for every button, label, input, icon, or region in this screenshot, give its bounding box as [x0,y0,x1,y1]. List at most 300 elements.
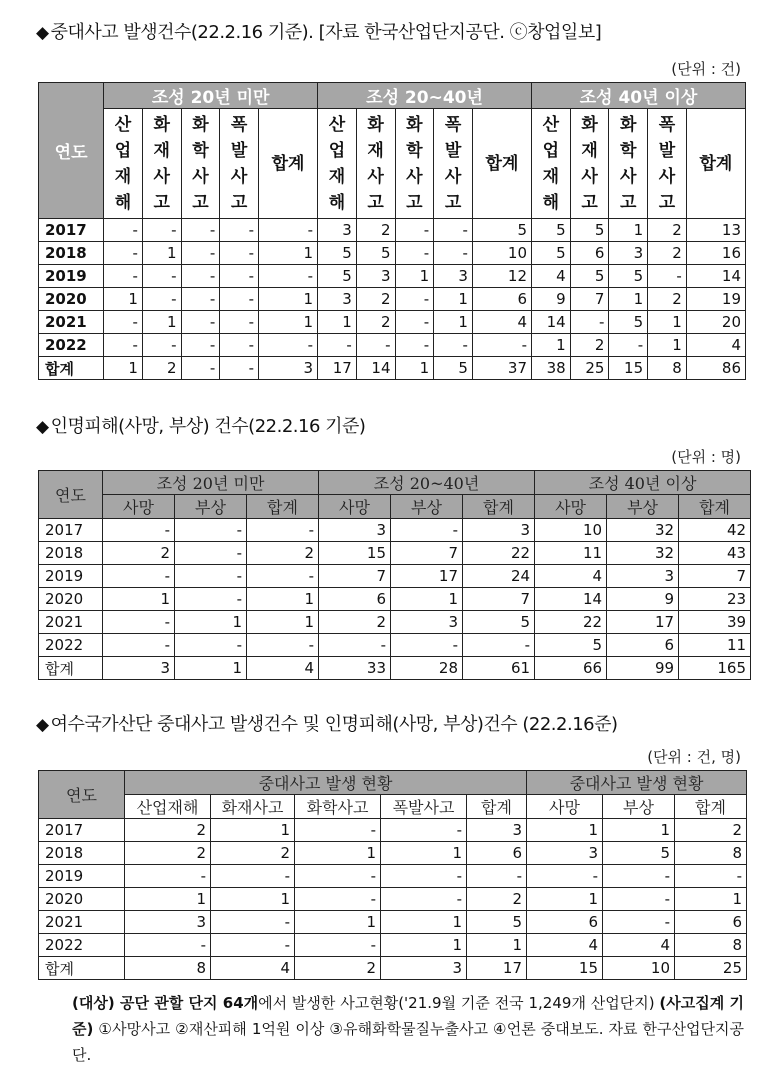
cell: - [258,219,317,242]
cell: 1 [381,842,467,865]
cell: 15 [609,357,648,380]
group-header: 조성 20년 미만 [104,83,318,109]
row-year: 합계 [39,657,103,680]
cell: 15 [319,542,391,565]
column-header-char: 업 [328,140,346,161]
row-year: 2017 [39,219,104,242]
row-year: 2020 [39,588,103,611]
cell: 5 [472,219,531,242]
table-row [39,519,751,542]
cell: 1 [434,288,473,311]
cell: 3 [258,357,317,380]
year-header: 연도 [39,771,125,819]
cell: - [142,219,181,242]
cell: 1 [609,288,648,311]
column-header [472,109,531,219]
column-header-char: 폭 [658,114,676,135]
column-header-char: 사 [620,166,637,187]
column-header [686,109,745,219]
cell: 61 [463,657,535,680]
column-header-char: 고 [658,192,676,213]
cell: 1 [395,357,434,380]
cell: - [175,588,247,611]
cell: 3 [356,265,395,288]
cell: 43 [679,542,751,565]
column-header-char: 고 [192,192,209,213]
cell: 1 [247,588,319,611]
cell: - [181,288,220,311]
column-header-char: 산 [328,114,346,135]
column-header [395,109,434,219]
cell: - [391,519,463,542]
cell: 3 [318,219,357,242]
column-header [356,109,395,219]
cell: 38 [532,357,571,380]
column-header-char: 폭 [444,114,462,135]
cell: - [175,565,247,588]
cell: 2 [356,288,395,311]
table-row [39,265,746,288]
cell: 165 [679,657,751,680]
cell: - [609,334,648,357]
table-row [39,634,751,657]
cell: 3 [391,611,463,634]
column-header: 사망 [527,795,603,819]
cell: - [391,634,463,657]
cell: 1 [527,888,603,911]
column-header [181,109,220,219]
table-row [39,957,747,980]
cell: - [463,634,535,657]
column-header: 합계 [675,795,747,819]
row-year: 2017 [39,519,103,542]
cell: 23 [679,588,751,611]
cell: 8 [675,934,747,957]
cell: 9 [607,588,679,611]
cell: - [295,888,381,911]
table-row [39,542,751,565]
cell: 6 [319,588,391,611]
cell: 7 [463,588,535,611]
cell: 3 [463,519,535,542]
cell: 14 [535,588,607,611]
cell: - [175,542,247,565]
cell: - [434,334,473,357]
cell: 99 [607,657,679,680]
cell: - [181,265,220,288]
cell: 32 [607,519,679,542]
cell: 8 [125,957,211,980]
cell: 37 [472,357,531,380]
cell: - [125,865,211,888]
section1-title-text: 중대사고 발생건수(22.2.16 기준). [자료 한국산업단지공단. ⓒ창업일보] [50,22,602,43]
cell: 2 [356,219,395,242]
column-header: 합계 [463,495,535,519]
cell: 1 [434,311,473,334]
cell: 1 [395,265,434,288]
cell: 2 [467,888,527,911]
footnote-text-1: 에서 발생한 사고현황('21.9월 기준 전국 1,249개 산업단지) [258,994,660,1012]
cell: - [181,357,220,380]
group-header: 조성 20~40년 [319,471,535,495]
cell: - [381,888,467,911]
cell: 1 [675,888,747,911]
cell: 24 [463,565,535,588]
table-row [39,657,751,680]
cell: - [434,219,473,242]
cell: - [295,934,381,957]
cell: 17 [391,565,463,588]
column-header-char: 화 [153,114,170,135]
cell: 6 [675,911,747,934]
footnote-target-label: (대상) 공단 관할 단지 64개 [72,994,259,1012]
cell: 14 [686,265,745,288]
cell: 12 [472,265,531,288]
column-header-char: 합계 [485,153,519,174]
column-header-char: 고 [406,192,423,213]
group-header: 중대사고 발생 현황 [125,771,527,795]
cell: 7 [319,565,391,588]
cell: 4 [472,311,531,334]
column-header-char: 산 [542,114,560,135]
cell: 6 [472,288,531,311]
cell: - [104,265,143,288]
cell: - [103,565,175,588]
cell: - [648,265,687,288]
cell: 3 [527,842,603,865]
cell: 5 [603,842,675,865]
row-year: 2020 [39,888,125,911]
cell: 4 [535,565,607,588]
cell: 1 [527,819,603,842]
cell: 1 [648,311,687,334]
cell: 11 [535,542,607,565]
column-header: 사망 [103,495,175,519]
cell: 2 [211,842,295,865]
column-header-char: 합계 [699,153,733,174]
cell: 4 [603,934,675,957]
column-header-char: 해 [114,192,132,213]
cell: 1 [381,934,467,957]
table-row [39,911,747,934]
year-header: 연도 [39,83,104,219]
cell: - [395,311,434,334]
column-header-char: 화 [367,114,384,135]
cell: - [395,288,434,311]
cell: 1 [125,888,211,911]
cell: 1 [211,888,295,911]
cell: - [395,242,434,265]
cell: - [258,265,317,288]
column-header [532,109,571,219]
column-header [648,109,687,219]
cell: - [103,519,175,542]
cell: - [181,242,220,265]
row-year: 2020 [39,288,104,311]
column-header-char: 사 [658,166,676,187]
cell: 15 [527,957,603,980]
group-header: 조성 40년 이상 [532,83,746,109]
cell: - [104,242,143,265]
column-header-char: 사 [581,166,598,187]
column-header [434,109,473,219]
column-header-char: 화 [620,114,637,135]
footnote-criteria-label: (사고집계 기준) [72,994,744,1038]
column-header-char: 고 [581,192,598,213]
group-header: 조성 40년 이상 [535,471,751,495]
cell: 17 [318,357,357,380]
diamond-bullet-icon: ◆ [36,715,49,735]
cell: 22 [463,542,535,565]
column-header-char: 업 [542,140,560,161]
column-header-char: 고 [367,192,384,213]
cell: 5 [570,219,609,242]
cell: 3 [103,657,175,680]
cell: - [247,634,319,657]
table-row [39,611,751,634]
cell: - [603,865,675,888]
table-row [39,865,747,888]
table-row [39,842,747,865]
column-header-char: 고 [620,192,637,213]
cell: 1 [381,911,467,934]
section2-title [36,412,365,438]
cell: 14 [356,357,395,380]
section3-title [36,710,618,736]
cell: 1 [648,334,687,357]
group-header: 조성 20년 미만 [103,471,319,495]
column-header-char: 재 [542,166,560,187]
year-header: 연도 [39,471,103,519]
cell: 2 [125,842,211,865]
cell: - [220,357,259,380]
column-header-char: 학 [620,140,637,161]
row-year: 2021 [39,911,125,934]
cell: 4 [527,934,603,957]
row-year: 2018 [39,242,104,265]
row-year: 2019 [39,265,104,288]
column-header: 부상 [175,495,247,519]
column-header: 부상 [607,495,679,519]
cell: 4 [532,265,571,288]
column-header-char: 사 [192,166,209,187]
cell: 25 [570,357,609,380]
cell: - [220,288,259,311]
cell: 10 [603,957,675,980]
table-row [39,888,747,911]
cell: - [175,519,247,542]
cell: - [395,219,434,242]
cell: - [381,865,467,888]
column-header [258,109,317,219]
table-row [39,934,747,957]
cell: 1 [318,311,357,334]
cell: - [103,611,175,634]
cell: - [381,819,467,842]
cell: - [103,634,175,657]
column-header-char: 재 [114,166,132,187]
group-header: 조성 20~40년 [318,83,532,109]
cell: 10 [472,242,531,265]
yeosu-accident-table [38,770,747,980]
column-header: 화학사고 [295,795,381,819]
cell: 3 [125,911,211,934]
column-header-char: 재 [581,140,598,161]
cell: 3 [434,265,473,288]
table-row [39,357,746,380]
table-row [39,288,746,311]
row-year: 2022 [39,334,104,357]
column-header-char: 사 [230,166,248,187]
table-row [39,588,751,611]
cell: - [220,242,259,265]
cell: - [295,865,381,888]
section3-unit: (단위 : 건, 명) [647,748,741,766]
cell: - [247,565,319,588]
cell: 66 [535,657,607,680]
cell: 3 [609,242,648,265]
cell: 1 [175,611,247,634]
column-header-char: 재 [367,140,384,161]
group-header: 중대사고 발생 현황 [527,771,747,795]
cell: 5 [535,634,607,657]
cell: - [472,334,531,357]
column-header [318,109,357,219]
cell: 13 [686,219,745,242]
cell: 4 [686,334,745,357]
column-header-char: 해 [542,192,560,213]
cell: 1 [104,288,143,311]
section1-title [36,18,601,44]
cell: 5 [467,911,527,934]
cell: 7 [570,288,609,311]
cell: 20 [686,311,745,334]
column-header-char: 고 [153,192,170,213]
column-header-char: 사 [406,166,423,187]
row-year: 합계 [39,957,125,980]
cell: - [395,334,434,357]
column-header: 폭발사고 [381,795,467,819]
column-header-char: 화 [581,114,598,135]
cell: 1 [258,288,317,311]
cell: 32 [607,542,679,565]
column-header-char: 사 [444,166,462,187]
column-header-char: 폭 [230,114,248,135]
cell: 9 [532,288,571,311]
column-header-char: 산 [114,114,132,135]
cell: 3 [381,957,467,980]
column-header: 합계 [679,495,751,519]
column-header-char: 발 [444,140,462,161]
row-year: 2019 [39,865,125,888]
cell: 1 [609,219,648,242]
cell: 42 [679,519,751,542]
cell: 25 [675,957,747,980]
cell: 1 [175,657,247,680]
cell: - [181,311,220,334]
row-year: 2021 [39,311,104,334]
cell: - [142,288,181,311]
cell: 3 [319,519,391,542]
cell: 6 [467,842,527,865]
cell: 5 [356,242,395,265]
cell: - [104,311,143,334]
row-year: 2019 [39,565,103,588]
cell: - [570,311,609,334]
column-header [104,109,143,219]
cell: - [125,934,211,957]
column-header: 화재사고 [211,795,295,819]
cell: 19 [686,288,745,311]
footnote-text-2: ①사망사고 ②재산피해 1억원 이상 ③유해화학물질누출사고 ④언론 중대보도. 자료 한구산업단지공단. [72,1020,744,1064]
column-header [220,109,259,219]
cell: 86 [686,357,745,380]
column-header-char: 해 [328,192,346,213]
table-row [39,565,751,588]
row-year: 2022 [39,634,103,657]
cell: 28 [391,657,463,680]
cell: 2 [142,357,181,380]
cell: - [220,265,259,288]
cell: 2 [648,219,687,242]
cell: 10 [535,519,607,542]
column-header: 합계 [247,495,319,519]
row-year: 2021 [39,611,103,634]
table-row [39,334,746,357]
cell: 6 [607,634,679,657]
column-header [609,109,648,219]
cell: - [142,334,181,357]
cell: 1 [104,357,143,380]
cell: - [434,242,473,265]
cell: 2 [675,819,747,842]
column-header: 부상 [391,495,463,519]
cell: - [220,311,259,334]
column-header [570,109,609,219]
cell: - [104,219,143,242]
column-header-char: 고 [230,192,248,213]
cell: - [603,911,675,934]
column-header-char: 화 [192,114,209,135]
cell: - [295,819,381,842]
cell: 5 [532,219,571,242]
cell: 14 [532,311,571,334]
cell: - [247,519,319,542]
cell: 5 [570,265,609,288]
cell: 5 [463,611,535,634]
cell: 6 [570,242,609,265]
cell: 2 [356,311,395,334]
cell: - [175,634,247,657]
cell: 3 [467,819,527,842]
cell: - [527,865,603,888]
cell: 1 [603,819,675,842]
cell: - [319,634,391,657]
column-header: 사망 [319,495,391,519]
cell: 1 [295,911,381,934]
cell: 5 [318,242,357,265]
cell: 2 [247,542,319,565]
cell: - [318,334,357,357]
cell: - [258,334,317,357]
footnote [72,990,744,1068]
cell: 1 [391,588,463,611]
cell: 1 [247,611,319,634]
cell: 7 [679,565,751,588]
column-header-char: 재 [153,140,170,161]
cell: 2 [648,288,687,311]
column-header-char: 학 [192,140,209,161]
